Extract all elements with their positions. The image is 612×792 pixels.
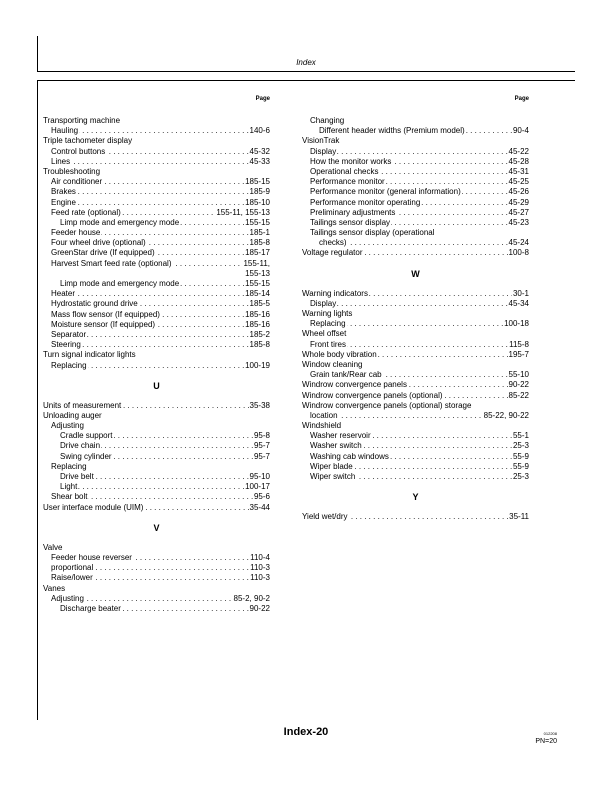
index-entry — [302, 512, 529, 522]
entry-term: Front tires — [310, 339, 347, 349]
entry-term: Discharge beater — [60, 603, 121, 613]
entry-term: Washing cab windows — [310, 451, 389, 461]
index-entry — [302, 157, 529, 167]
entry-term: Units of measurement — [43, 400, 122, 410]
entry-page-ref: 25-3 — [512, 441, 529, 451]
entry-term: Performance monitor (general information) — [310, 187, 461, 197]
entry-page-ref: 185-5 — [249, 299, 270, 309]
entry-term: Swing cylinder — [60, 451, 112, 461]
index-entry — [43, 157, 270, 167]
section-spacer — [43, 533, 270, 543]
index-entry — [43, 411, 270, 421]
index-entry — [302, 218, 529, 228]
index-entry — [302, 380, 529, 390]
index-entry — [43, 340, 270, 350]
entry-page-ref: 45-22 — [508, 146, 529, 156]
entry-term: Hauling — [51, 126, 79, 136]
entry-term: Display — [310, 146, 337, 156]
index-entry — [43, 228, 270, 238]
entry-page-ref: 35-38 — [249, 400, 270, 410]
index-entry — [302, 248, 529, 258]
index-entry — [43, 218, 270, 228]
entry-page-ref: 45-26 — [508, 187, 529, 197]
entry-term: Operational checks — [310, 166, 379, 176]
entry-term: Limp mode and emergency mode — [60, 279, 180, 288]
index-entry — [43, 279, 270, 289]
entry-term: Wheel offset — [302, 329, 347, 339]
index-entry — [43, 431, 270, 441]
entry-term: Mass flow sensor (If equipped) — [51, 309, 160, 319]
index-entry — [43, 594, 270, 604]
entry-page-ref: 185-16 — [245, 319, 270, 329]
section-spacer — [302, 279, 529, 289]
section-letter: V — [153, 522, 160, 533]
entry-term: Replacing — [51, 461, 87, 471]
entry-term: Changing — [310, 116, 345, 125]
index-entry — [43, 452, 270, 462]
entry-page-ref: 100-17 — [245, 482, 270, 492]
entry-term: Harvest Smart feed rate (optional) — [51, 258, 172, 268]
entry-term: Drive chain — [60, 441, 101, 451]
section-spacer — [43, 371, 270, 381]
index-entry — [43, 604, 270, 614]
entry-term: Tailings sensor display (operational — [310, 228, 435, 238]
entry-page-ref: 85-22 — [508, 390, 529, 400]
entry-page-ref: 90-22 — [508, 380, 529, 390]
entry-term: Washer switch — [310, 441, 362, 451]
entry-term: Yield wet/dry — [302, 512, 348, 522]
index-entry — [43, 361, 270, 371]
index-entry — [43, 248, 270, 258]
entry-term: Grain tank/Rear cab — [310, 370, 382, 380]
entry-page-ref: 185-10 — [245, 197, 270, 207]
entry-page-ref: 85-22, 90-22 — [483, 410, 529, 420]
entry-term: Heater — [51, 289, 76, 299]
entry-page-ref: 45-33 — [249, 156, 270, 166]
index-entry — [43, 198, 270, 208]
section-spacer — [302, 482, 529, 492]
index-entry — [302, 472, 529, 482]
entry-page-ref: 45-27 — [508, 207, 529, 217]
index-entry — [43, 503, 270, 513]
entry-term: Feeder house reverser — [51, 552, 132, 562]
index-entry — [43, 421, 270, 431]
entry-page-ref: 55-9 — [512, 461, 529, 471]
index-entry — [302, 319, 529, 329]
entry-term: Washer reservoir — [310, 431, 371, 441]
entry-page-ref: 185-17 — [245, 248, 270, 258]
entry-term: Wiper blade — [310, 461, 353, 471]
index-entry — [302, 360, 529, 370]
entry-term: Shear bolt — [51, 492, 88, 502]
index-column-left — [43, 96, 270, 614]
entry-term: Drive belt — [60, 472, 94, 481]
index-entry — [302, 329, 529, 339]
entry-page-ref: 95-7 — [253, 441, 270, 451]
entry-term: Performance monitor — [310, 177, 385, 187]
index-entry — [302, 421, 529, 431]
entry-page-ref: 185-16 — [245, 309, 270, 319]
entry-term: Replacing — [51, 360, 87, 370]
index-entry — [43, 116, 270, 126]
entry-term: Separator — [51, 329, 87, 339]
index-entry — [302, 441, 529, 451]
entry-term: Performance monitor operating — [310, 197, 421, 207]
entry-term: Adjusting — [51, 593, 84, 603]
index-entry — [302, 289, 529, 299]
entry-page-ref: 30-1 — [512, 288, 529, 298]
index-entry — [302, 238, 529, 248]
entry-term: Valve — [43, 542, 63, 552]
entry-page-ref: 110-3 — [250, 563, 270, 573]
entry-page-ref: 85-2, 90-2 — [233, 593, 270, 603]
entry-page-ref: 155-13 — [245, 268, 270, 278]
entry-page-ref: 185-15 — [245, 177, 270, 187]
section-spacer — [302, 502, 529, 512]
entry-term: Unloading auger — [43, 410, 102, 420]
entry-term: User interface module (UIM) — [43, 502, 144, 512]
section-letter: U — [153, 380, 160, 391]
entry-term: Air conditioner — [51, 177, 103, 187]
section-letter: W — [411, 268, 420, 279]
entry-term: How the monitor works — [310, 156, 392, 166]
entry-page-ref: 45-23 — [508, 217, 529, 227]
entry-term: Windrow convergence panels — [302, 380, 407, 390]
index-entry — [302, 208, 529, 218]
entry-page-ref: 140-6 — [249, 126, 270, 136]
entry-page-ref: 45-24 — [508, 238, 529, 248]
entry-page-ref: 95-6 — [253, 492, 270, 502]
entry-term: Display — [310, 298, 337, 308]
doc-code: 012208 — [543, 731, 557, 736]
entry-page-ref: 100-8 — [508, 248, 529, 258]
index-entry — [43, 167, 270, 177]
entry-term: Windshield — [302, 421, 342, 431]
index-entry — [43, 208, 270, 218]
index-entry — [302, 147, 529, 157]
index-entry — [43, 441, 270, 451]
entry-term: Limp mode and emergency mode — [60, 217, 180, 227]
entry-page-ref: 90-22 — [249, 603, 270, 613]
index-entry — [43, 299, 270, 309]
entry-page-ref: 115-8 — [509, 339, 529, 349]
page-number: Index-20 — [283, 726, 329, 738]
entry-page-ref: 45-25 — [508, 177, 529, 187]
entry-term: proportional — [51, 563, 94, 573]
entry-term: Troubleshooting — [43, 166, 101, 176]
entry-term: Raise/lower — [51, 573, 93, 583]
entry-page-ref: 45-34 — [508, 298, 529, 308]
index-entry — [43, 289, 270, 299]
entry-term: Feed rate (optional) — [51, 207, 121, 217]
index-entry — [43, 187, 270, 197]
entry-term: Control buttons — [51, 146, 106, 156]
index-entry — [302, 299, 529, 309]
entry-term: Windrow convergence panels (optional) storage — [302, 400, 472, 410]
index-entry — [43, 350, 270, 360]
entry-term: Adjusting — [51, 421, 84, 431]
header-rule — [37, 71, 575, 72]
entry-page-ref: 185-9 — [249, 187, 270, 197]
entry-page-ref: 45-29 — [508, 197, 529, 207]
entry-term: Steering — [51, 340, 81, 350]
entry-term: Light — [60, 482, 78, 492]
index-entry — [302, 431, 529, 441]
index-entry — [302, 350, 529, 360]
index-entry — [302, 177, 529, 187]
index-entry — [302, 462, 529, 472]
entry-page-ref: 110-4 — [250, 552, 270, 562]
entry-page-ref: 95-8 — [253, 431, 270, 441]
entry-term: Cradle support — [60, 431, 113, 441]
entry-term: Feeder house — [51, 228, 101, 238]
page-column-label: Page — [255, 96, 270, 102]
index-entry — [43, 269, 270, 279]
index-entry — [43, 543, 270, 553]
index-entry — [302, 411, 529, 421]
entry-page-ref: 110-3 — [250, 573, 270, 583]
index-entry — [43, 482, 270, 492]
entry-term: Brakes — [51, 187, 76, 197]
index-entry — [43, 136, 270, 146]
entry-term: location — [310, 410, 338, 420]
entry-term: Replacing — [310, 319, 346, 329]
section-spacer — [302, 259, 529, 269]
entry-page-ref: 185-8 — [249, 340, 270, 350]
index-entry — [302, 309, 529, 319]
entry-page-ref: 100-19 — [245, 360, 270, 370]
entry-page-ref: 45-28 — [508, 156, 529, 166]
content-top-rule — [37, 80, 575, 81]
entry-page-ref: 45-32 — [249, 146, 270, 156]
entry-term: GreenStar drive (If equipped) — [51, 248, 155, 258]
entry-page-ref: 185-2 — [249, 329, 270, 339]
entry-page-ref: 155-15 — [245, 217, 270, 227]
entry-term: Moisture sensor (If equipped) — [51, 319, 156, 329]
entry-page-ref: 90-4 — [512, 126, 529, 136]
index-entry — [43, 310, 270, 320]
index-entry — [302, 198, 529, 208]
index-entry — [43, 462, 270, 472]
entry-page-ref: 55-1 — [512, 431, 529, 441]
entry-term: Four wheel drive (optional) — [51, 238, 146, 248]
entry-page-ref: 95-10 — [249, 472, 270, 481]
entry-term: Lines — [51, 156, 71, 166]
index-entry — [43, 492, 270, 502]
entry-term: Wiper switch — [310, 472, 356, 481]
entry-page-ref: 100-18 — [504, 319, 529, 329]
entry-page-ref: 155-11, — [243, 258, 270, 268]
index-entry — [302, 370, 529, 380]
section-letter: Y — [412, 492, 419, 503]
index-entry — [302, 340, 529, 350]
section-spacer — [43, 513, 270, 523]
entry-term: Window cleaning — [302, 359, 363, 369]
entry-page-ref: 25-3 — [512, 472, 529, 481]
index-entry — [43, 320, 270, 330]
entry-term: Windrow convergence panels (optional) — [302, 390, 443, 400]
entry-term: Whole body vibration — [302, 349, 377, 359]
entry-page-ref: 95-7 — [253, 451, 270, 461]
entry-term: VisionTrak — [302, 136, 340, 146]
entry-page-ref: 35-44 — [249, 502, 270, 512]
index-column-right — [302, 96, 529, 522]
section-spacer — [43, 391, 270, 401]
entry-term: Different header widths (Premium model) — [319, 126, 465, 136]
index-entry — [43, 177, 270, 187]
entry-term: Tailings sensor display — [310, 217, 391, 227]
index-entry — [43, 238, 270, 248]
index-entry — [302, 187, 529, 197]
entry-page-ref: 185-8 — [249, 238, 270, 248]
index-entry — [43, 553, 270, 563]
index-entry — [43, 573, 270, 583]
index-entry — [43, 472, 270, 482]
index-entry — [302, 391, 529, 401]
pn-number: PN=20 — [535, 738, 557, 745]
entry-term: Transporting machine — [43, 116, 121, 125]
entry-page-ref: 195-7 — [508, 349, 529, 359]
index-entry — [302, 401, 529, 411]
entry-term: Voltage regulator — [302, 248, 363, 258]
entry-page-ref: 45-31 — [508, 166, 529, 176]
entry-term: checks) — [319, 238, 347, 248]
entry-term: Warning indicators — [302, 288, 368, 298]
entry-page-ref: 55-10 — [508, 370, 529, 380]
entry-page-ref: 55-9 — [512, 451, 529, 461]
entry-page-ref: 35-11 — [509, 512, 529, 522]
entry-term: Engine — [51, 197, 76, 207]
entry-term: Hydrostatic ground drive — [51, 299, 138, 309]
entry-term: Warning lights — [302, 309, 353, 318]
index-entry — [302, 136, 529, 146]
index-entry — [302, 116, 529, 126]
running-header: Index — [296, 58, 316, 67]
index-entry — [302, 228, 529, 238]
content-left-rule — [37, 80, 38, 720]
entry-term: Triple tachometer display — [43, 136, 133, 146]
entry-page-ref: 155-15 — [245, 279, 270, 288]
index-entry — [302, 167, 529, 177]
entry-page-ref: 155-11, 155-13 — [216, 207, 270, 217]
entry-page-ref: 185-1 — [249, 228, 270, 238]
entry-term: Turn signal indicator lights — [43, 350, 136, 360]
page-column-label: Page — [514, 96, 529, 102]
entry-term: Vanes — [43, 583, 66, 593]
index-entry — [43, 259, 270, 269]
entry-page-ref: 185-14 — [245, 289, 270, 299]
index-entry — [43, 401, 270, 411]
index-entry — [43, 126, 270, 136]
entry-term: Preliminary adjustments — [310, 207, 396, 217]
index-entry — [43, 147, 270, 157]
index-entry — [43, 584, 270, 594]
index-entry — [43, 330, 270, 340]
index-entry — [43, 563, 270, 573]
index-entry — [302, 452, 529, 462]
index-entry — [302, 126, 529, 136]
